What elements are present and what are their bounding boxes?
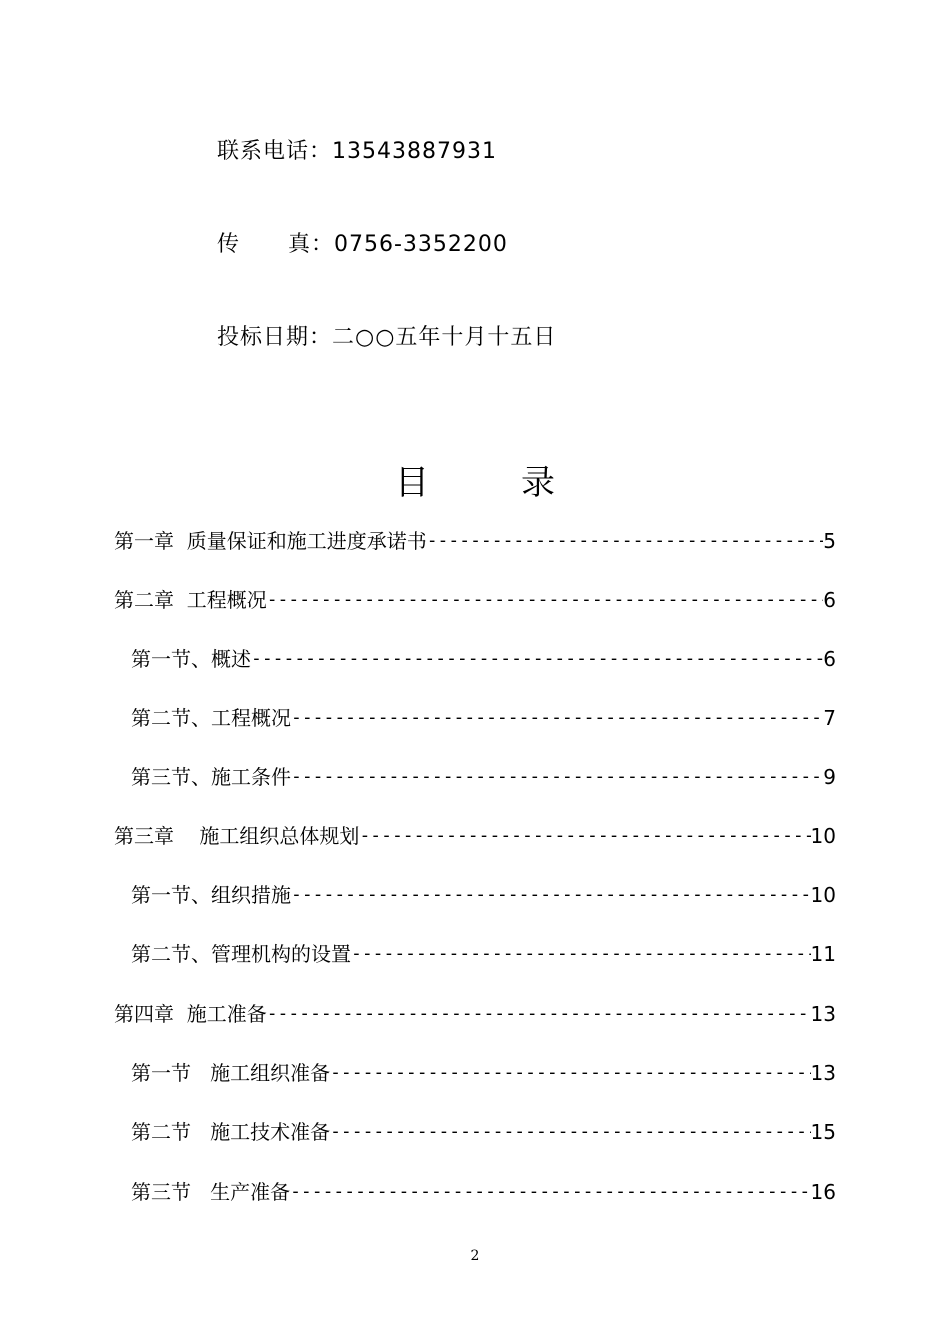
toc-item[interactable] [131, 1119, 836, 1145]
toc-item[interactable] [131, 764, 836, 790]
toc-title-right: 录 [521, 463, 555, 503]
toc-item-page: 6 [823, 588, 836, 612]
toc-leader [291, 705, 823, 731]
toc-item-label: 第二节、工程概况 [131, 706, 291, 730]
toc-item-page: 15 [810, 1120, 836, 1144]
toc-item[interactable] [131, 941, 836, 967]
toc-item-label: 第二节 施工技术准备 [131, 1120, 331, 1144]
toc-item-page: 13 [810, 1061, 836, 1085]
toc-item-page: 13 [810, 1002, 836, 1026]
fax-number: 传 真：0756-3352200 [217, 232, 508, 257]
toc-item-page: 10 [810, 883, 836, 907]
toc-title-left: 目 [395, 463, 429, 503]
toc-item[interactable] [114, 823, 836, 849]
toc-leader [330, 1119, 810, 1145]
toc-title [0, 462, 950, 504]
toc-item[interactable] [131, 705, 836, 731]
toc-item-label: 第四章 施工准备 [114, 1002, 267, 1026]
toc-item-page: 11 [810, 942, 836, 966]
toc-item-label: 第二章 工程概况 [114, 588, 267, 612]
toc-item-label: 第三章 施工组织总体规划 [114, 824, 360, 848]
toc-item-label: 第二节、管理机构的设置 [131, 942, 351, 966]
toc-leader [291, 764, 823, 790]
toc-item-label: 第一节、组织措施 [131, 883, 291, 907]
toc-item-page: 5 [823, 529, 836, 553]
toc-leader [267, 1001, 811, 1027]
toc-item-page: 10 [810, 824, 836, 848]
toc-item-page: 7 [823, 706, 836, 730]
toc-item-label: 第一节 施工组织准备 [131, 1061, 331, 1085]
toc-item[interactable] [131, 1060, 836, 1086]
toc-item[interactable] [131, 1179, 836, 1205]
toc-item-label: 第一章 质量保证和施工进度承诺书 [114, 529, 427, 553]
toc-item-page: 6 [823, 647, 836, 671]
toc-item[interactable] [131, 882, 836, 908]
toc-leader [351, 941, 811, 967]
toc-leader [330, 1060, 810, 1086]
contact-phone: 联系电话：13543887931 [217, 139, 497, 164]
bid-date: 投标日期：二○○五年十月十五日 [217, 325, 557, 350]
toc-item[interactable] [114, 1001, 836, 1027]
toc-item-label: 第一节、概述 [131, 647, 251, 671]
toc-item[interactable] [131, 646, 836, 672]
toc-item-label: 第三节 生产准备 [131, 1180, 291, 1204]
toc-item-page: 9 [823, 765, 836, 789]
toc-item-page: 16 [810, 1180, 836, 1204]
toc-leader [427, 528, 824, 554]
toc-item[interactable] [114, 528, 836, 554]
page-number: 2 [470, 1248, 480, 1264]
toc-item-label: 第三节、施工条件 [131, 765, 291, 789]
toc-leader [251, 646, 823, 672]
toc-leader [267, 587, 824, 613]
toc-leader [359, 823, 810, 849]
toc-leader [291, 882, 811, 908]
toc-item[interactable] [114, 587, 836, 613]
toc-leader [290, 1179, 810, 1205]
